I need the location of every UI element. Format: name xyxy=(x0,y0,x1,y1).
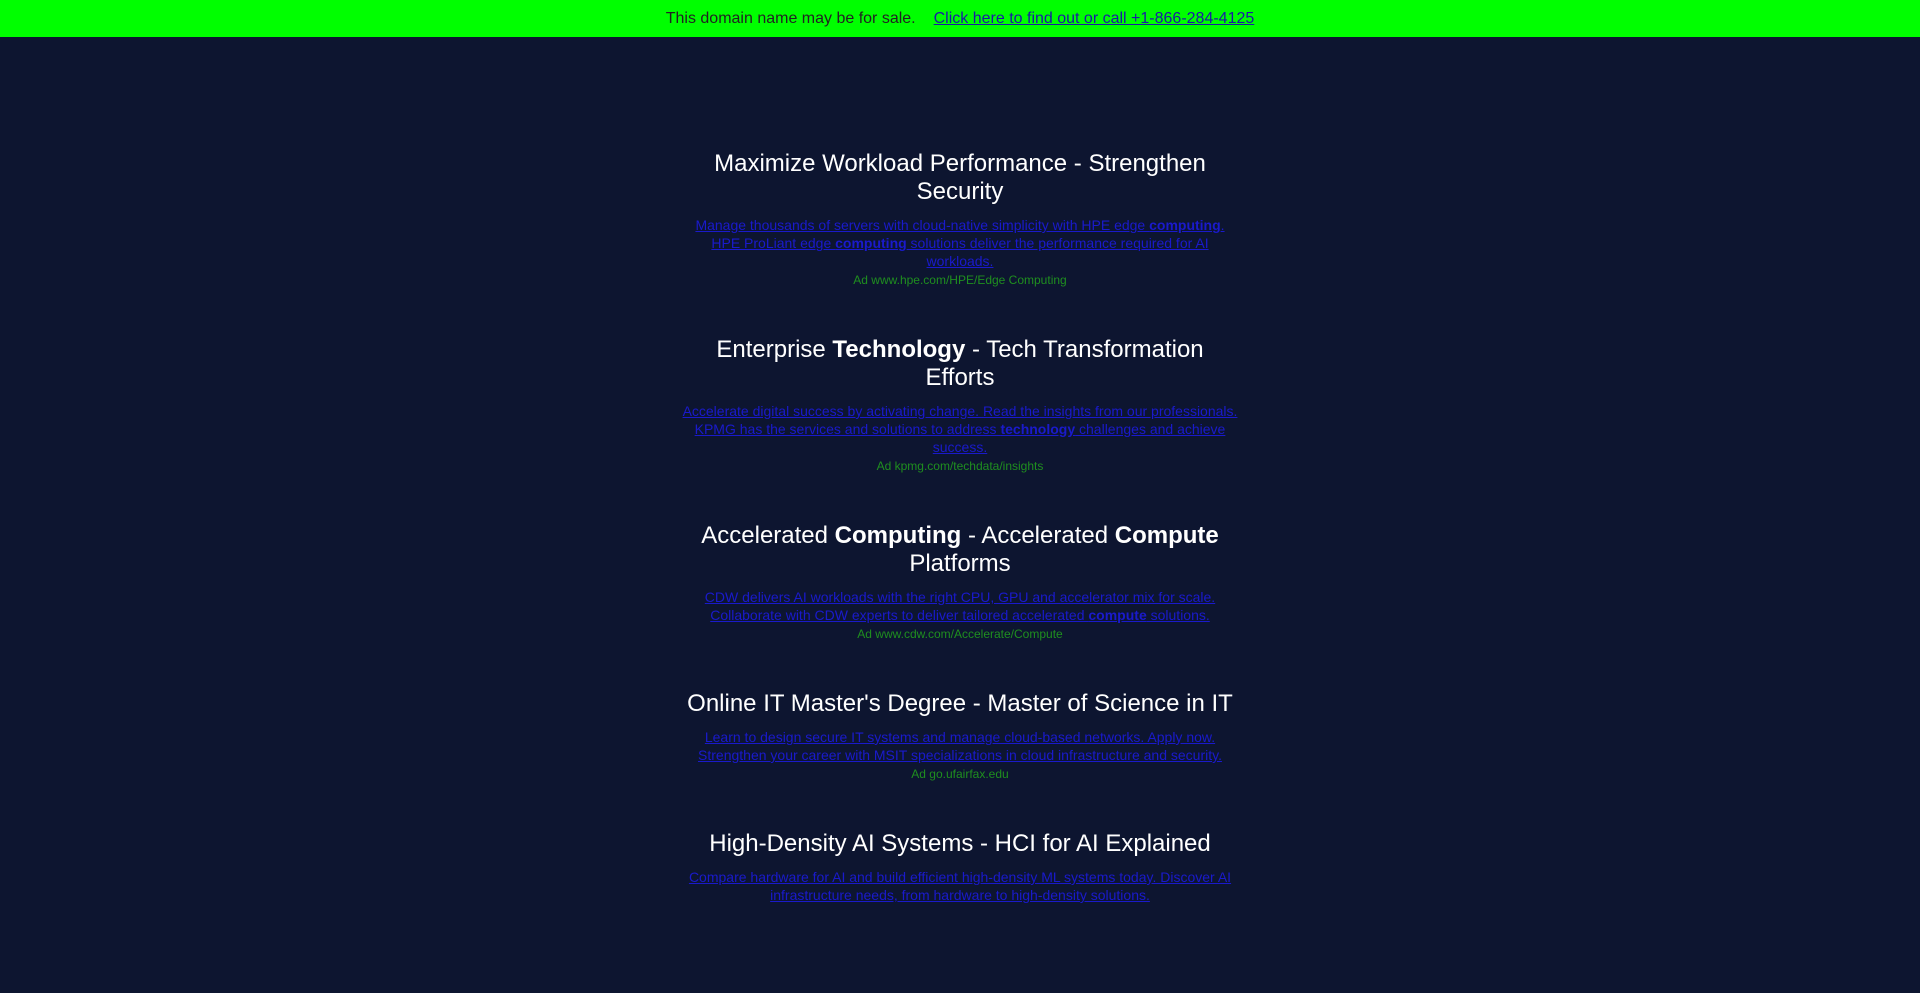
ad-title-part: Computing xyxy=(834,522,962,549)
ad-description-link[interactable] xyxy=(680,588,1240,624)
for-sale-banner xyxy=(0,0,1920,37)
ad-title[interactable] xyxy=(680,830,1240,858)
ad-description-part: computing xyxy=(835,235,907,251)
ad-description-part: computing xyxy=(1149,217,1221,233)
ad-description-part: . HPE ProLiant edge xyxy=(711,217,1225,251)
ad-description-link[interactable] xyxy=(680,402,1240,456)
ad-title-part: Enterprise xyxy=(716,336,833,363)
ad-display-url: Ad kpmg.com/techdata/insights xyxy=(876,459,1044,473)
ad-description-link[interactable] xyxy=(680,868,1240,904)
ad-item xyxy=(680,830,1240,904)
ad-description-part: solutions. xyxy=(1146,607,1210,623)
ad-description-part: Compare hardware for AI and build efficient high-density ML systems today. Discover AI infrastructure needs, from hardware to high-density solutions. xyxy=(688,869,1232,903)
ad-title[interactable] xyxy=(680,336,1240,392)
ad-list xyxy=(0,150,1920,904)
for-sale-link[interactable]: Click here to find out or call +1-866-284-4125 xyxy=(933,9,1255,27)
ad-title-part: Technology xyxy=(832,336,966,363)
ad-title-part: High-Density AI Systems - HCI for AI Explained xyxy=(709,830,1211,857)
ad-description-part: Learn to design secure IT systems and manage cloud-based networks. Apply now. Strengthen your career with MSIT specializations in cloud infrastructure and security. xyxy=(698,729,1222,763)
ad-item xyxy=(680,522,1240,642)
ad-title[interactable] xyxy=(680,150,1240,206)
ad-title-part: Platforms xyxy=(909,550,1011,577)
ad-description-part: solutions deliver the performance required for AI workloads. xyxy=(906,235,1209,269)
for-sale-text: This domain name may be for sale. xyxy=(665,9,916,27)
ad-description-link[interactable] xyxy=(680,728,1240,764)
ad-description-part: CDW delivers AI workloads with the right CPU, GPU and accelerator mix for scale. Collaborate with CDW experts to deliver tailored accelerated xyxy=(704,589,1216,623)
ad-display-url: Ad go.ufairfax.edu xyxy=(911,767,1009,781)
ad-item xyxy=(680,150,1240,288)
ad-description-part: Accelerate digital success by activating change. Read the insights from our professionals. KPMG has the services and solutions to address xyxy=(682,403,1238,437)
ad-title-part: Compute xyxy=(1114,522,1219,549)
ad-title-part: - Tech Transformation Efforts xyxy=(925,336,1204,391)
ad-title-part: Online IT Master's Degree - Master of Science in IT xyxy=(687,690,1233,717)
ad-title-part: Maximize Workload Performance - Strengthen Security xyxy=(714,150,1206,205)
ad-description-part: compute xyxy=(1088,607,1147,623)
ad-item xyxy=(680,336,1240,474)
ad-description-part: technology xyxy=(1000,421,1076,437)
ad-title-part: - Accelerated xyxy=(961,522,1115,549)
ad-description-part: Manage thousands of servers with cloud-native simplicity with HPE edge xyxy=(695,217,1150,233)
ad-description-link[interactable] xyxy=(680,216,1240,270)
ad-display-url: Ad www.cdw.com/Accelerate/Compute xyxy=(857,627,1063,641)
ad-item xyxy=(680,690,1240,782)
ad-title[interactable] xyxy=(680,690,1240,718)
ad-description-part: challenges and achieve success. xyxy=(932,421,1226,455)
ad-display-url: Ad www.hpe.com/HPE/Edge Computing xyxy=(853,273,1067,287)
ad-title[interactable] xyxy=(680,522,1240,578)
ad-title-part: Accelerated xyxy=(701,522,835,549)
